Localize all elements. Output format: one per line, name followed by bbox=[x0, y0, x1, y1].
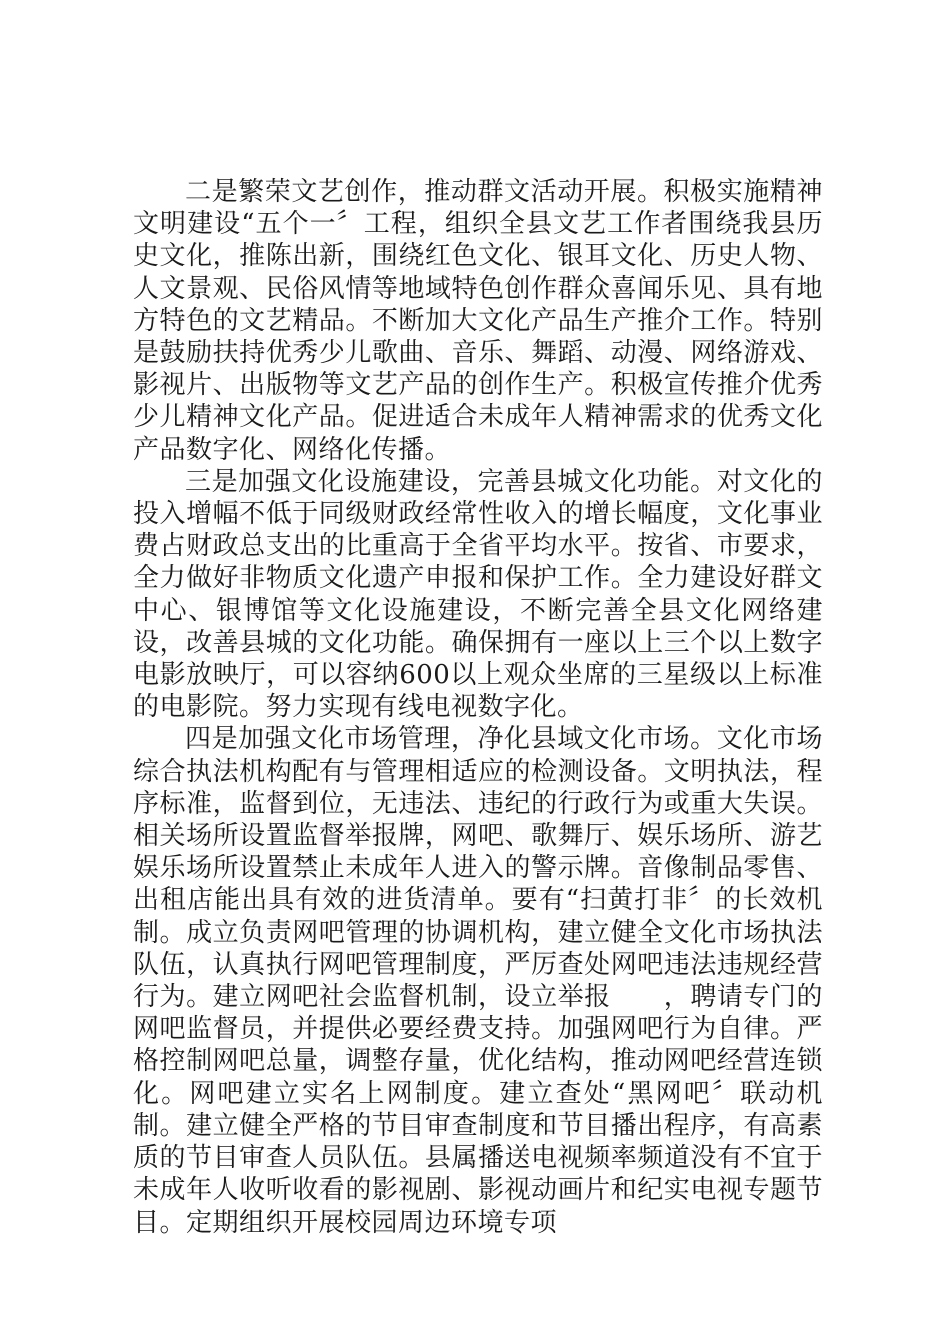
document-body bbox=[133, 176, 823, 1239]
paragraph-market-management: 四是加强文化市场管理，净化县域文化市场。文化市场综合执法机构配有与管理相适应的检测设备。文明执法，程序标准，监督到位，无违法、违纪的行政行为或重大失误。相关场所设置监督举报牌，网吧、歌舞厅、娱乐场所、游艺娱乐场所设置禁止未成年人进入的警示牌。音像制品零售、出租店能出具有效的进货清单。要有“扫黄打非〞的长效机制。成立负责网吧管理的协调机构，建立健全文化市场执法队伍，认真执行网吧管理制度，严厉查处网吧违法违规经营行为。建立网吧社会监督机制，设立举报 ，聘请专门的网吧监督员，并提供必要经费支持。加强网吧行为自律。严格控制网吧总量，调整存量，优化结构，推动网吧经营连锁化。网吧建立实名上网制度。建立查处“黑网吧〞联动机制。建立健全严格的节目审查制度和节目播出程序，有高素质的节目审查人员队伍。县属播送电视频率频道没有不宜于未成年人收听收看的影视剧、影视动画片和纪实电视专题节目。定期组织开展校园周边环境专项 bbox=[133, 724, 823, 1238]
paragraph-arts-creation: 二是繁荣文艺创作，推动群文活动开展。积极实施精神文明建设“五个一〞工程，组织全县文艺工作者围绕我县历史文化，推陈出新，围绕红色文化、银耳文化、历史人物、人文景观、民俗风情等地域特色创作群众喜闻乐见、具有地方特色的文艺精品。不断加大文化产品生产推介工作。特别是鼓励扶持优秀少儿歌曲、音乐、舞蹈、动漫、网络游戏、影视片、出版物等文艺产品的创作生产。积极宣传推介优秀少儿精神文化产品。促进适合未成年人精神需求的优秀文化产品数字化、网络化传播。 bbox=[133, 177, 823, 465]
paragraph-cultural-facilities: 三是加强文化设施建设，完善县城文化功能。对文化的投入增幅不低于同级财政经常性收入的增长幅度，文化事业费占财政总支出的比重高于全省平均水平。按省、市要求，全力做好非物质文化遗产申报和保护工作。全力建设好群文中心、银博馆等文化设施建设，不断完善全县文化网络建设，改善县城的文化功能。确保拥有一座以上三个以上数字电影放映厅，可以容纳600以上观众坐席的三星级以上标准的电影院。努力实现有线电视数字化。 bbox=[133, 466, 823, 723]
